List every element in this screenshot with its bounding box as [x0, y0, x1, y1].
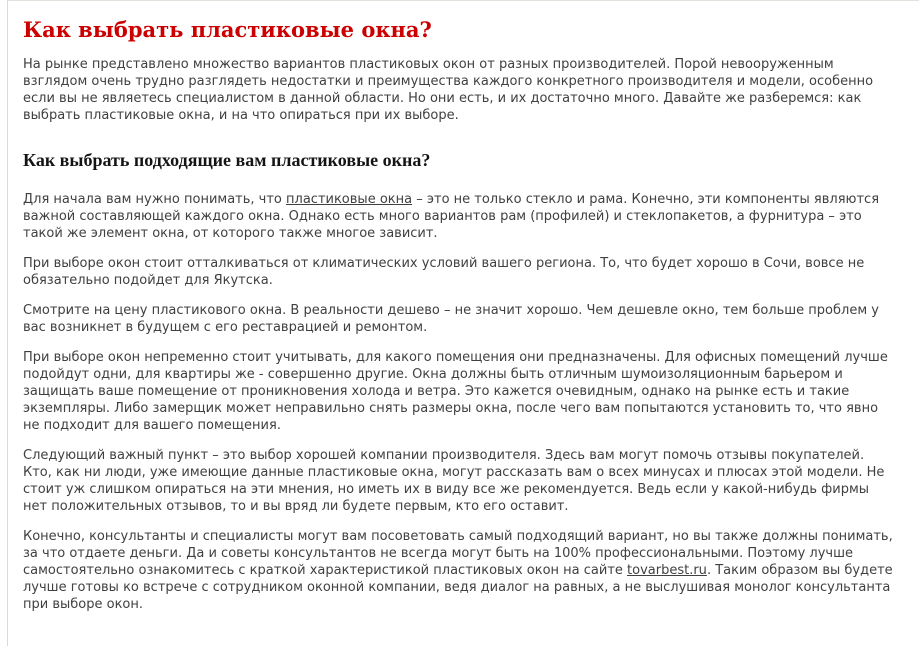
paragraph-manufacturer: Следующий важный пункт – это выбор хорошей компании производителя. Здесь вам могут помочь отзывы покупателей. Кто, как ни люди, уже имеющие данные пластиковые окна, могут рассказать вам о всех минусах и плюсах этой модели. Не стоит уж слишком опираться на эти мнения, но иметь их в виду все же рекомендуется. Ведь если у какой-нибудь фирмы нет положительных отзывов, то и вы вряд ли будете первым, кто его оставит. [23, 447, 885, 514]
paragraph-price: Смотрите на цену пластикового окна. В реальности дешево – не значит хорошо. Чем дешевле окно, тем больше проблем у вас возникнет в будущем с его реставрацией и ремонтом. [23, 302, 879, 335]
paragraph-components [23, 191, 895, 242]
paragraph-text: . Таким образом вы будете лучше готовы ко встрече с сотрудником оконной компании, ведя диалог на равных, а не выслушивая монолог консультанта при выборе окон. [23, 562, 893, 612]
paragraph-consultants [23, 528, 895, 613]
page-title: Как выбрать пластиковые окна? [23, 17, 432, 42]
plastic-windows-link[interactable]: пластиковые окна [286, 191, 413, 207]
tovarbest-link[interactable]: tovarbest.ru [627, 562, 707, 578]
section-heading: Как выбрать подходящие вам пластиковые окна? [23, 150, 431, 171]
paragraph-text: – это не только стекло и рама. Конечно, эти компоненты являются важной составляющей каждого окна. Однако есть много вариантов рам (профилей) и стеклопакетов, а фурнитура – это такой же элемент окна, от которого также многое зависит. [23, 191, 880, 241]
paragraph-text: Для начала вам нужно понимать, что [23, 191, 287, 207]
paragraph-premises: При выборе окон непременно стоит учитывать, для какого помещения они предназначены. Для офисных помещений лучше подойдут одни, для квартиры же - совершенно другие. Окна должны быть отличным шумоизоляционным барьером и защищать ваше помещение от проникновения холода и ветра. Это кажется очевидным, однако на рынке есть и такие экземпляры. Либо замерщик может неправильно снять размеры окна, после чего вам попытаются установить то, что явно не подходит для вашего помещения. [23, 349, 888, 433]
paragraph-climate: При выборе окон стоит отталкиваться от климатических условий вашего региона. То, что будет хорошо в Сочи, вовсе не обязательно подойдет для Якутска. [23, 255, 865, 288]
article [7, 0, 919, 646]
intro-paragraph: На рынке представлено множество вариантов пластиковых окон от разных производителей. Порой невооруженным взглядом очень трудно разглядеть недостатки и преимущества каждого конкретного производителя и модели, особенно если вы не являетесь специалистом в данной области. Но они есть, и их достаточно много. Давайте же разберемся: как выбрать пластиковые окна, и на что опираться при их выборе. [23, 57, 874, 124]
paragraph-text: Конечно, консультанты и специалисты могут вам посоветовать самый подходящий вариант, но вы также должны понимать, за что отдаете деньги. Да и советы консультантов не всегда могут быть на 100% профессиональными. Поэтому лучше самостоятельно ознакомитесь с краткой характеристикой пластиковых окон на сайте [23, 528, 893, 578]
